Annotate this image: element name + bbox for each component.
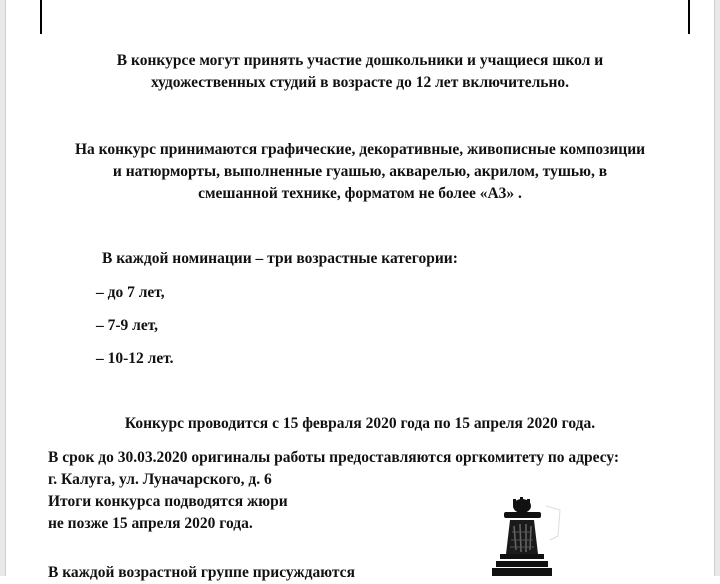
submission-paragraph: В срок до 30.03.2020 оригиналы работы предоставляются оргкомитету по адресу: г. Калуга, ул. Луначарского, д. 6 Итоги конкурса подводятся жюри не позже 15 апреля 2020 года. [48, 449, 620, 532]
categories-heading: В каждой номинации – три возрастные категории: [102, 250, 458, 267]
cut-off-text: В каждой возрастной группе присуждаются [48, 564, 355, 581]
participants-paragraph: В конкурсе могут принять участие дошкольники и учащиеся школ и художественных студий в возрасте до 12 лет включительно. [116, 52, 604, 91]
category-item: – 10-12 лет. [96, 350, 174, 367]
contest-dates: Конкурс проводится с 15 февраля 2020 года по 15 апреля 2020 года. [124, 415, 596, 432]
chess-piece-icon [488, 496, 568, 576]
frame-border-right [688, 0, 690, 34]
category-item: – 7-9 лет, [96, 317, 159, 334]
works-paragraph: На конкурс принимаются графические, декоративные, живописные композиции и натюрморты, выполненные гуашью, акварелью, акрилом, тушью, в смешанной технике, форматом не более «А3» . [74, 141, 646, 202]
frame-border-left [40, 0, 42, 34]
category-item: – до 7 лет, [96, 284, 165, 301]
